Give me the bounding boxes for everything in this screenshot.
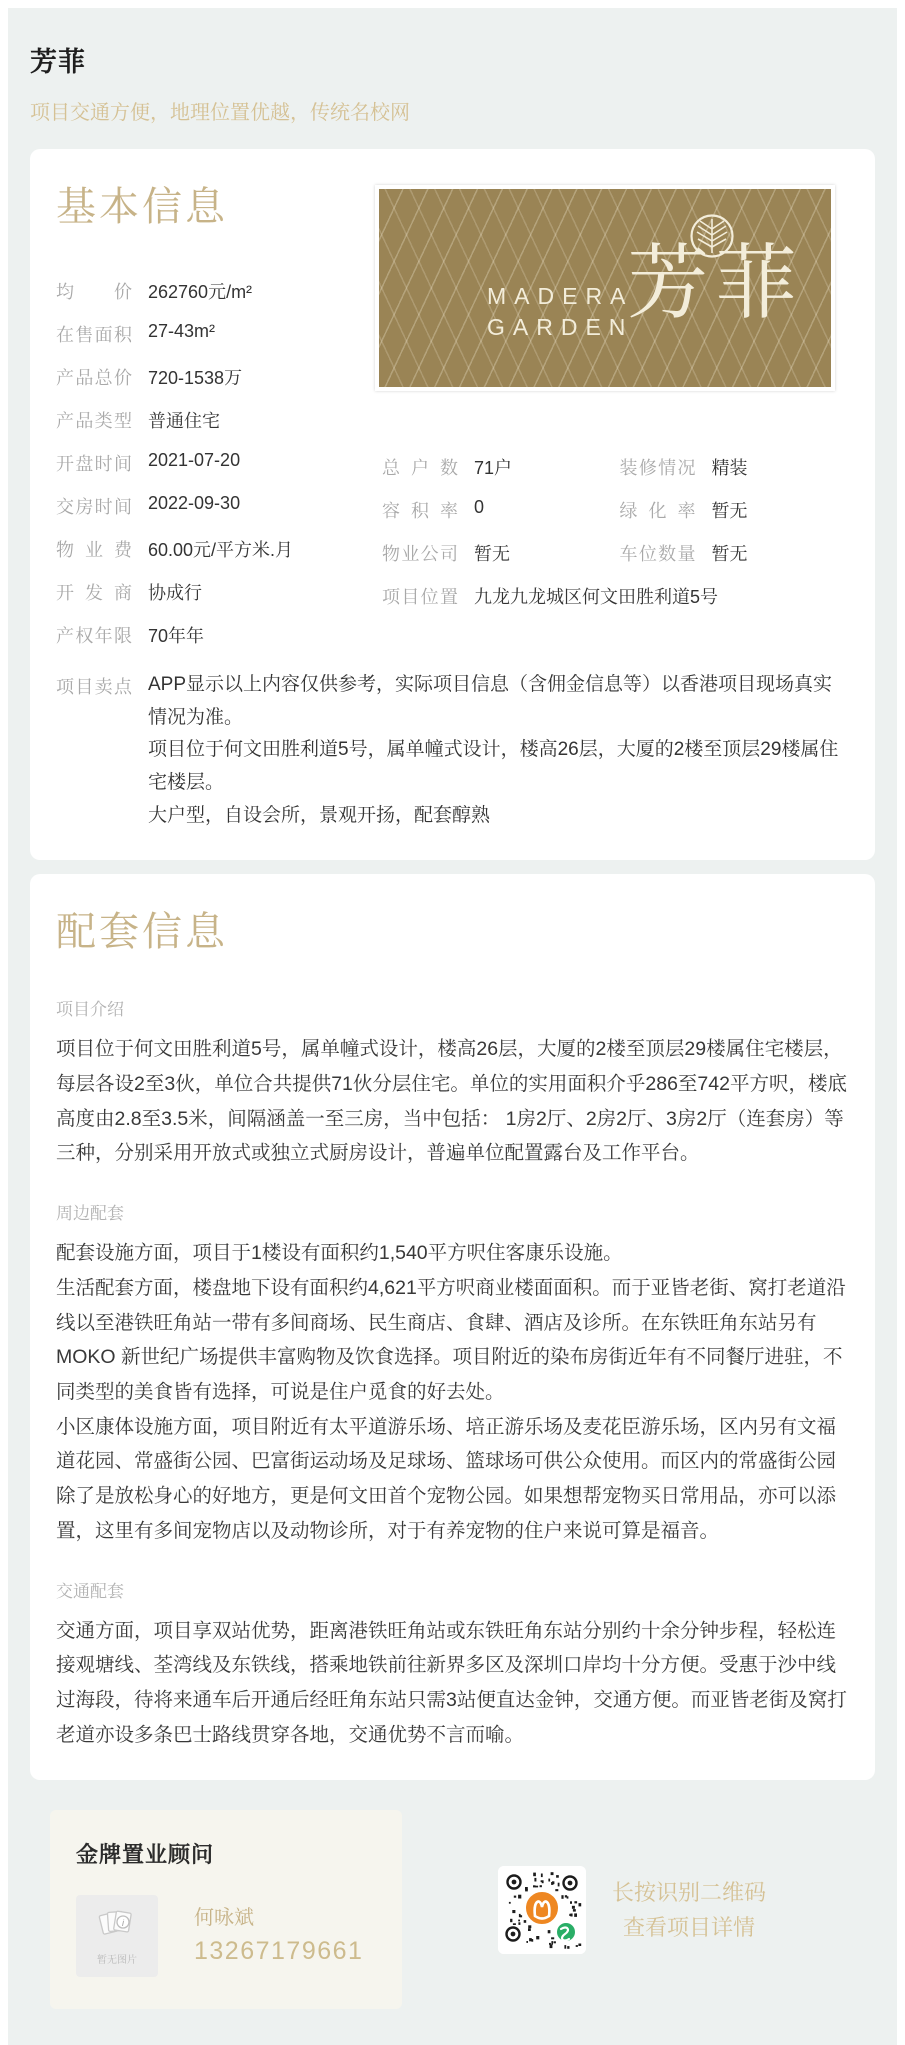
field-label: 在售面积	[56, 325, 132, 345]
info-field	[382, 454, 612, 480]
field-label: 绿化率	[619, 501, 696, 521]
field-value: 27-43m²	[148, 321, 216, 341]
field-value: 2021-07-20	[148, 450, 241, 470]
qr-caption	[612, 1875, 766, 1945]
agent-card-heading: 金牌置业顾问	[76, 1842, 215, 1868]
agent-photo-placeholder	[76, 1895, 158, 1977]
selling-points-lines	[148, 669, 849, 832]
no-image-label: 暂无图片	[97, 1954, 137, 1966]
basic-info-card	[30, 149, 875, 860]
field-label: 产品总价	[56, 368, 132, 388]
field-label: 容积率	[382, 501, 458, 521]
basic-info-right-grid	[382, 454, 849, 583]
info-field	[56, 579, 382, 605]
section-label: 交通配套	[56, 1581, 124, 1601]
page-subtitle: 项目交通方便，地理位置优越，传统名校网	[30, 102, 410, 124]
no-image-icon	[97, 1907, 137, 1946]
field-value: 精装	[711, 458, 748, 478]
field-value: 0	[474, 497, 485, 517]
info-field	[56, 493, 382, 519]
info-field	[56, 364, 382, 390]
selling-point-line: APP显示以上内容仅供参考，实际项目信息（含佣金信息等）以香港项目现场真实情况为准。	[148, 674, 833, 728]
amenities-card	[30, 874, 875, 1780]
info-field	[382, 497, 612, 523]
amenities-section	[56, 1577, 849, 1753]
field-value: 70年年	[148, 626, 205, 646]
svg-text:i: i	[122, 1917, 124, 1928]
selling-points	[56, 669, 849, 832]
selling-point-line: 大户型，自设会所，景观开扬，配套醇熟	[148, 804, 491, 826]
bottom-section	[8, 1810, 897, 2009]
field-label: 车位数量	[619, 544, 696, 564]
field-label: 开发商	[56, 583, 132, 603]
info-field	[56, 321, 382, 347]
info-field	[620, 454, 850, 480]
info-field	[56, 450, 382, 476]
agent-name: 何咏斌	[194, 1907, 254, 1930]
section-paragraph: 生活配套方面，楼盘地下设有面积约4,621平方呎商业楼面面积。而于亚皆老街、窝打老道沿线以至港铁旺角站一带有多间商场、民生商店、食肆、酒店及诊所。在东铁旺角东站另有MOKO 新世纪广场提供丰富购物及饮食选择。项目附近的染布房街近年有不同餐厅进驻，不同类型的美食皆有选择，可说是住户觅食的好去处。	[56, 1276, 846, 1403]
agent-phone[interactable]: 13267179661	[194, 1937, 364, 1966]
leaf-circle-icon	[689, 213, 735, 264]
field-value: 71户	[474, 458, 513, 478]
brand-latin-name	[487, 281, 633, 343]
info-field	[620, 497, 850, 523]
field-label: 物业费	[56, 540, 132, 560]
info-field	[620, 540, 850, 566]
qr-code[interactable]	[498, 1866, 586, 1954]
field-label: 开盘时间	[56, 454, 132, 474]
info-field	[56, 278, 382, 304]
qr-group	[498, 1866, 766, 1954]
field-label: 物业公司	[382, 544, 458, 564]
page	[8, 8, 897, 2045]
field-value: 720-1538万	[148, 368, 243, 388]
project-location-field	[382, 583, 849, 609]
info-field	[56, 407, 382, 433]
section-paragraphs	[56, 1236, 849, 1548]
section-label: 周边配套	[56, 1204, 124, 1224]
field-value: 262760元/m²	[148, 282, 253, 302]
brand-line1: MADERA	[487, 283, 634, 309]
field-label: 均价	[56, 282, 132, 302]
amenities-sections	[56, 995, 849, 1752]
field-label: 项目位置	[382, 587, 458, 607]
field-label: 交房时间	[56, 497, 132, 517]
qr-caption-line2: 查看项目详情	[623, 1914, 756, 1940]
field-value: 60.00元/平方米.月	[148, 540, 294, 560]
section-paragraph: 小区康体设施方面，项目附近有太平道游乐场、培正游乐场及麦花臣游乐场，区内另有文福道花园、常盛街公园、巴富街运动场及足球场、篮球场可供公众使用。而区内的常盛街公园除了是放松身心的好地方，更是何文田首个宠物公园。如果想帮宠物买日常用品，亦可以添置，这里有多间宠物店以及动物诊所，对于有养宠物的住户来说可算是福音。	[56, 1415, 837, 1542]
basic-info-heading: 基本信息	[56, 185, 228, 229]
info-field	[382, 540, 612, 566]
project-brand-image	[375, 185, 835, 391]
header	[8, 8, 897, 149]
page-title: 芳菲	[30, 47, 86, 77]
field-value: 普通住宅	[148, 411, 220, 431]
brand-cjk-name: 芳菲	[627, 238, 804, 329]
info-field	[56, 622, 382, 648]
section-paragraphs	[56, 1614, 849, 1753]
section-paragraph: 交通方面，项目享双站优势，距离港铁旺角站或东铁旺角东站分别约十余分钟步程，轻松连接观塘线、荃湾线及东铁线，搭乘地铁前往新界多区及深圳口岸均十分方便。受惠于沙中线过海段，待将来通车后开通后经旺角东站只需3站便直达金钟，交通方便。而亚皆老街及窝打老道亦设多条巴士路线贯穿各地，交通优势不言而喻。	[56, 1619, 847, 1746]
field-label: 总户数	[382, 458, 458, 478]
selling-point-line: 项目位于何文田胜利道5号，属单幢式设计，楼高26层，大厦的2楼至顶层29楼属住宅楼层。	[148, 739, 839, 794]
agent-card	[50, 1810, 402, 2009]
basic-info-left-fields	[56, 278, 382, 665]
section-paragraph: 项目位于何文田胜利道5号，属单幢式设计，楼高26层，大厦的2楼至顶层29楼属住宅楼层，每层各设2至3伙，单位合共提供71伙分层住宅。单位的实用面积介乎286至742平方呎，楼底高度由2.8至3.5米，间隔涵盖一至三房，当中包括： 1房2厅、2房2厅、3房2厅（连套房）等三种，分别采用开放式或独立式厨房设计，普遍单位配置露台及工作平台。	[56, 1038, 847, 1165]
brand-pattern	[379, 189, 831, 387]
section-label: 项目介绍	[56, 1000, 124, 1020]
field-value: 暂无	[474, 544, 510, 564]
field-value: 暂无	[711, 544, 748, 564]
qr-caption-line1: 长按识别二维码	[612, 1879, 767, 1905]
field-label: 产权年限	[56, 626, 132, 646]
field-value: 协成行	[148, 583, 202, 603]
info-field	[56, 536, 382, 562]
brand-line2: GARDEN	[487, 314, 634, 341]
section-paragraphs	[56, 1032, 849, 1171]
section-paragraph: 配套设施方面，项目于1楼设有面积约1,540平方呎住客康乐设施。	[56, 1242, 623, 1265]
field-value: 暂无	[711, 501, 748, 521]
amenities-section	[56, 995, 849, 1171]
amenities-heading: 配套信息	[56, 910, 228, 955]
field-label: 项目卖点	[56, 677, 132, 697]
field-label: 装修情况	[619, 458, 696, 478]
field-label: 产品类型	[56, 411, 132, 431]
amenities-section	[56, 1199, 849, 1548]
field-value: 九龙九龙城区何文田胜利道5号	[474, 587, 719, 607]
field-value: 2022-09-30	[148, 493, 241, 513]
